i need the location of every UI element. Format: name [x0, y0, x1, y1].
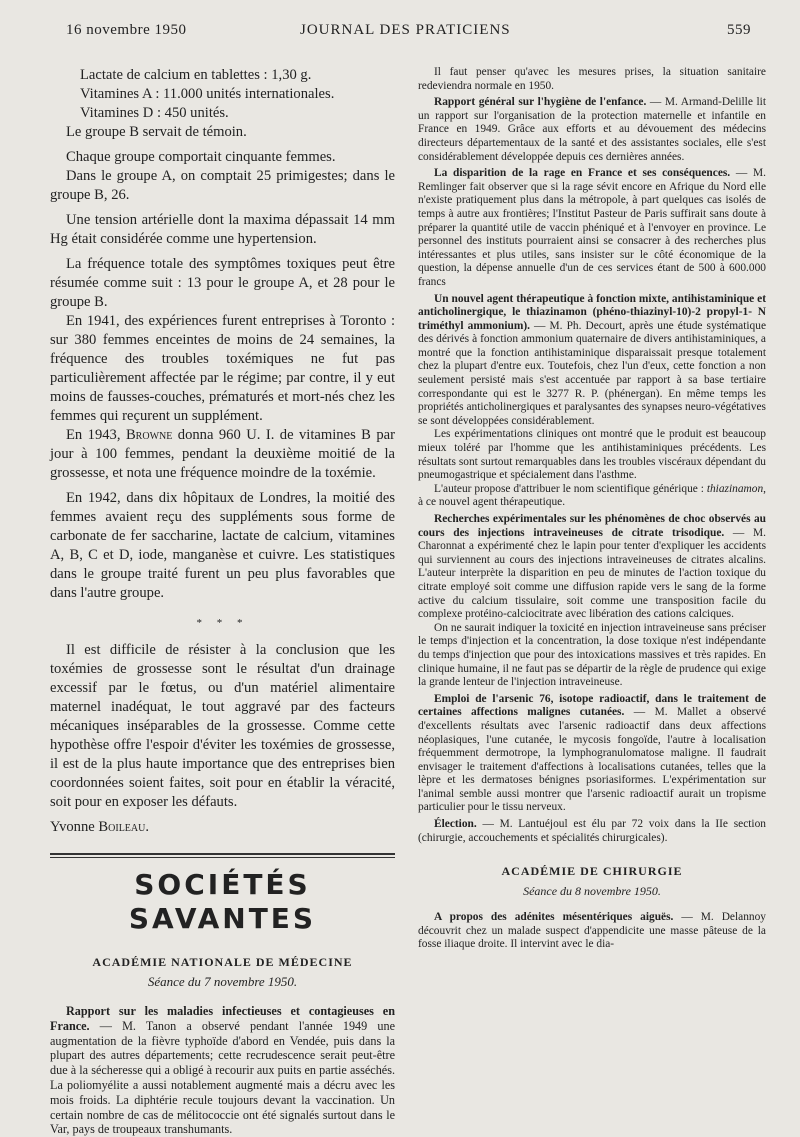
report-paragraph: Rapport sur les maladies infectieuses et contagieuses en France. — M. Tanon a observé pendant l'année 1949 une augmentation de la fièvre typhoïde d'abord en Vendée, puis dans la plupart des autres départements; cette recrudescence serait peut-être due à la sécheresse qui a obligé à recourir aux puits en partie asséchés. La poliomyélite a aussi notablement augmenté mais a décru avec les mois froids. La diphtérie recule toujours devant la vaccination. Un certain nombre de cas de mélitococcie ont été signalés surtout dans le Var, pays de troupeaux transhumants. — [50, 1004, 395, 1137]
paragraph: En 1941, des expériences furent entreprises à Toronto : sur 380 femmes enceintes de moins de 24 semaines, la fréquence des troubles toxémiques ne fut pas particulièrement affectée par le régime; par contre, il y eut moins de fausses-couches, prématurés et mort-nés chez les femmes qui reçurent un supplément. — [50, 313, 395, 424]
header-date: 16 novembre 1950 — [66, 22, 187, 38]
supplement-list-item: Vitamines A : 11.000 unités internationales. — [80, 86, 335, 102]
report-paragraph: Emploi de l'arsenic 76, isotope radioactif, dans le traitement de certaines affections malignes cutanées. — M. Mallet a observé d'excellents résultats avec l'arsenic radioactif dans deux affections néoplasiques, l'une cutanée, le mycosis fongoïde, l'autre à localisation fréquemment dermotrope, la lymphogranulomatose maligne. Il faudrait envisager le traitement d'affections à localisations cutanées, telles que la lèpre et les dermatoses bénignes psoriasiformes. L'expérimentation sur l'animal semble aussi montrer que l'arsenic radioactif aurait un tropisme particulier pour le tissu nerveux. — [418, 692, 766, 814]
report-paragraph: A propos des adénites mésentériques aiguës. — M. Delannoy découvrit chez un malade suspect d'appendicite une masse pâteuse de la fosse iliaque droite. Il intervint avec le dia- — [418, 911, 766, 951]
report-paragraph: Rapport général sur l'hygiène de l'enfance. — M. Armand-Delille lit un rapport sur l'organisation de la protection maternelle et infantile en France en 1949. Grâce aux efforts et au dévouement des médecins directeurs départementaux de la santé et des assistantes sociales, elle s'est considérablement développée depuis ces dernières années. — [418, 96, 766, 163]
paragraph: On ne saurait indiquer la toxicité en injection intraveineuse sans préciser le temps d'injection et la concentration, la dose toxique n'est indépendante du temps d'injection que pour des intoxications massives et très rapides. En clinique humaine, il ne faut pas se départir de la règle de prudence qui exige la grande lenteur de l'injection intraveineuse. — [418, 621, 766, 689]
report-paragraph: Recherches expérimentales sur les phénomènes de choc observés au cours des injections intraveineuses de citrate trisodique. — M. Charonnat a expérimenté chez le lapin pour tenter d'expliquer les accidents qui surviennent au cours des injections intraveineuses de citrates alcalins. L'auteur interprète la disparition en peu de minutes de l'action toxique du citrate employé soit comme une diffusion rapide vers le sang de la forme active du calcium tissulaire, soit comme une transposition facile du complexe protéino-calciocitrate avec libération des cations calciques. — [418, 513, 766, 621]
report-title: Rapport sur les maladies infectieuses et contagieuses en France. — [50, 1004, 395, 1033]
academy-heading: ACADÉMIE DE CHIRURGIE — [501, 864, 683, 879]
session-date: Séance du 8 novembre 1950. — [523, 884, 661, 899]
supplement-list-item: Vitamines D : 450 unités. — [80, 105, 229, 121]
paragraph: En 1942, dans dix hôpitaux de Londres, la moitié des femmes avaient reçu des suppléments sous forme de carbonate de fer saccharine, lactate de calcium, vitamines A, B, C et D, iode, manganèse et cuivre. Les statistiques dans le groupe traité furent un peu plus favorables que dans l'autre groupe. — [50, 490, 395, 601]
paragraph: Les expérimentations cliniques ont montré que le produit est beaucoup mieux toléré par l'homme que les antihistaminiques précédents. Les résultats sont surtout remarquables dans les troubles viscéraux dépendant du pneumogastrique et spécialement dans l'asthme. — [418, 428, 766, 482]
paragraph: La fréquence totale des symptômes toxiques peut être résumée comme suit : 13 pour le groupe A, et 28 pour le groupe B. — [50, 256, 395, 310]
report-title: Rapport général sur l'hygiène de l'enfance. — [434, 96, 647, 109]
report-paragraph: Élection. — M. Lantuéjoul est élu par 72 voix dans la IIe section (chirurgie, accouchements et spécialités chirurgicales). — [418, 818, 766, 844]
report-title: La disparition de la rage en France et ses conséquences. — [434, 167, 731, 180]
header-page-number: 559 — [727, 22, 751, 38]
header-journal-title: JOURNAL DES PRATICIENS — [300, 22, 511, 38]
paragraph: Dans le groupe A, on comptait 25 primigestes; dans le groupe B, 26. — [50, 168, 395, 203]
report-title: Emploi de l'arsenic 76, isotope radioactif, dans le traitement de certaines affections malignes cutanées. — [418, 692, 766, 719]
left-column — [50, 66, 395, 1137]
report-title: Un nouvel agent thérapeutique à fonction mixte, antihistaminique et anticholinergique, le thiazinamon (phéno-thiazinyl-10)-2 propyl-1- N triméthyl ammonium). — [418, 292, 766, 332]
conclusion-paragraph: Il est difficile de résister à la conclusion que les toxémies de grossesse sont le résultat d'un drainage excessif par le fœtus, ou d'un matériel alimentaire maternel inadéquat, le tout aggravé par des facteurs mécaniques inséparables de la grossesse. Comme cette hypothèse offre l'espoir d'éviter les toxémies de grossesse, il est de la plus haute importance que des entreprises bien coordonnées soient faites, soit pour en établir la véracité, soit pour en exposer les défauts. — [50, 642, 395, 810]
paragraph: Une tension artérielle dont la maxima dépassait 14 mm Hg était considérée comme une hypertension. — [50, 212, 395, 247]
report-title: Recherches expérimentales sur les phénomènes de choc observés au cours des injections intraveineuses de citrate trisodique. — [418, 513, 766, 539]
paragraph: Chaque groupe comportait cinquante femmes. — [66, 149, 336, 165]
session-date: Séance du 7 novembre 1950. — [147, 974, 298, 989]
academy-heading: ACADÉMIE NATIONALE DE MÉDECINE — [92, 955, 353, 969]
report-title: A propos des adénites mésentériques aiguës. — [434, 911, 674, 924]
signature: Yvonne Boileau. — [50, 819, 150, 835]
author-name: Browne — [125, 427, 173, 443]
section-heading: SOCIÉTÉS SAVANTES — [128, 868, 317, 935]
report-paragraph: Un nouvel agent thérapeutique à fonction mixte, antihistaminique et anticholinergique, le thiazinamon (phéno-thiazinyl-10)-2 propyl-1- N triméthyl ammonium). — M. Ph. Decourt, après une étude systématique des dérivés à fonction ammonium quaternaire de divers antihistaminiques, a montré que la fonction antihistaminique disparaissait presque totalement chez la plupart d'entre eux. Toutefois, chez l'un d'eux, cette fonction a non seulement persisté mais s'est accentuée par rapport à sa base tertiaire correspondante qui est le 3277 R. P. (phénergan). En même temps les propriétés anticholinergiques et paralysantes des synapses neuro-végétatives se sont développées considérablement. — [418, 292, 766, 427]
double-rule — [50, 853, 395, 858]
paragraph: L'auteur propose d'attribuer le nom scientifique générique : thiazinamon, à ce nouvel agent thérapeutique. — [418, 482, 766, 509]
section-stars: * * * — [196, 617, 249, 629]
paragraph: Il faut penser qu'avec les mesures prises, la situation sanitaire redeviendra normale en 1950. — [418, 66, 766, 92]
report-paragraph: La disparition de la rage en France et ses conséquences. — M. Remlinger fait observer que si la rage sévit encore en Afrique du Nord elle n'existe pratiquement plus dans la métropole, à part quelques cas isolés de temps à autre aux frontières; l'Institut Pasteur de Paris suffirait sans doute à préparer la quantité utile de vaccin phéniqué et à l'envoyer en province. Le personnel des instituts pourraient ainsi se consacrer à des recherches plus intéressantes et plus utiles, sans insister sur le côté économique de la question, la dépense annuelle d'un de ces services étant de 500 à 600.000 francs — [418, 167, 766, 288]
right-column — [418, 66, 766, 952]
paragraph: Le groupe B servait de témoin. — [66, 124, 247, 140]
supplement-list-item: Lactate de calcium en tablettes : 1,30 g. — [80, 67, 312, 83]
report-title: Élection. — [434, 818, 477, 831]
paragraph: En 1943, Browne donna 960 U. I. de vitamines B par jour à 100 femmes, pendant la deuxième moitié de la grossesse, et nota une fréquence moindre de la toxémie. — [50, 427, 395, 481]
